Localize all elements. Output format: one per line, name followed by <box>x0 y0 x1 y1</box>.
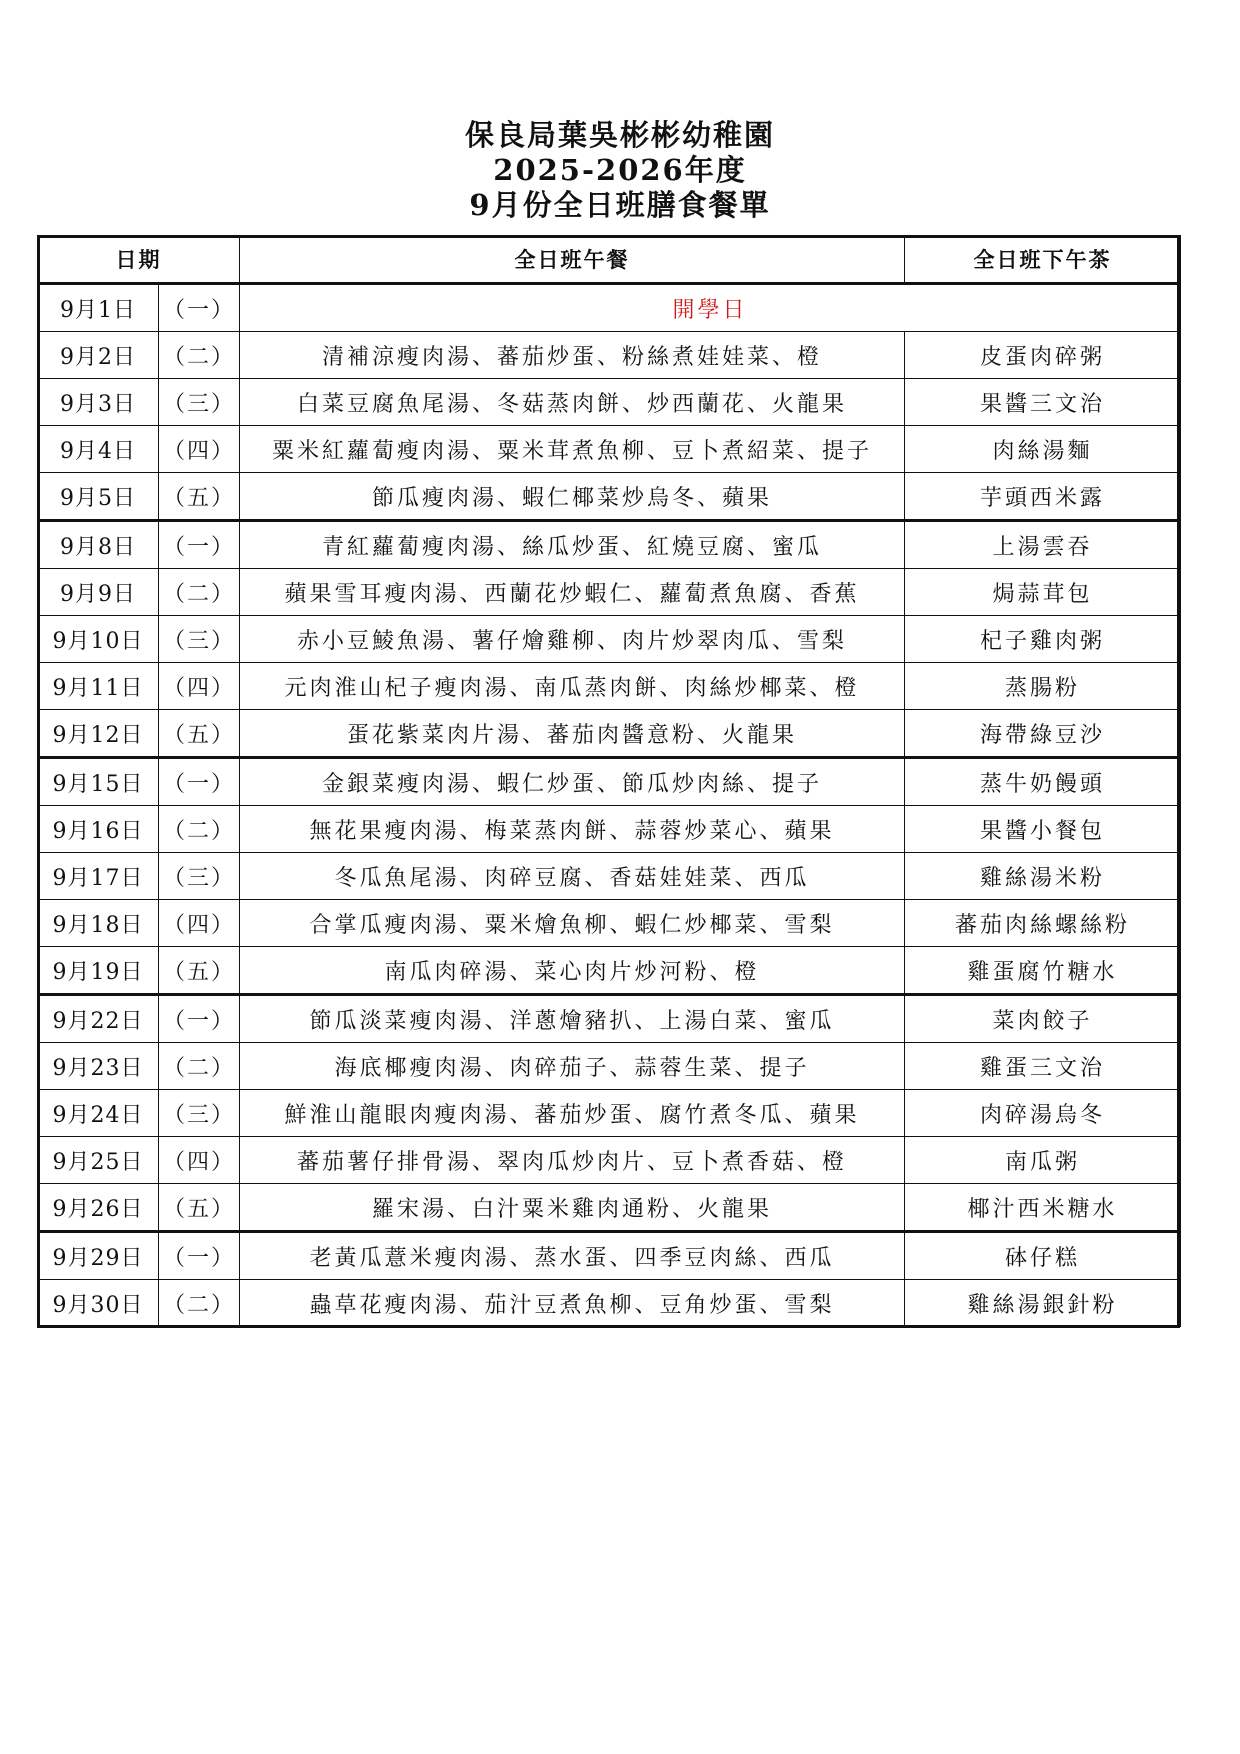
row-lunch: 蘋果雪耳瘦肉湯、西蘭花炒蝦仁、蘿蔔煮魚腐、香蕉 <box>240 569 905 616</box>
row-lunch: 蟲草花瘦肉湯、茄汁豆煮魚柳、豆角炒蛋、雪梨 <box>240 1280 905 1327</box>
row-date: 9月1日 <box>38 284 159 332</box>
header-tea: 全日班下午茶 <box>905 236 1181 284</box>
row-date: 9月22日 <box>38 995 159 1043</box>
row-tea: 雞絲湯米粉 <box>905 853 1181 900</box>
row-lunch: 元肉淮山杞子瘦肉湯、南瓜蒸肉餅、肉絲炒椰菜、橙 <box>240 663 905 710</box>
row-weekday: （三） <box>159 616 240 663</box>
row-date: 9月18日 <box>38 900 159 947</box>
row-tea: 芋頭西米露 <box>905 473 1181 521</box>
row-tea: 海帶綠豆沙 <box>905 710 1181 758</box>
row-tea: 砵仔糕 <box>905 1232 1181 1280</box>
table-header-row <box>38 236 1181 284</box>
table-row <box>38 379 1181 426</box>
row-weekday: （二） <box>159 569 240 616</box>
row-tea: 皮蛋肉碎粥 <box>905 332 1181 379</box>
table-row <box>38 1184 1181 1232</box>
table-row <box>38 947 1181 995</box>
row-tea: 果醬小餐包 <box>905 806 1181 853</box>
row-lunch: 蛋花紫菜肉片湯、蕃茄肉醬意粉、火龍果 <box>240 710 905 758</box>
row-lunch: 赤小豆鯪魚湯、薯仔燴雞柳、肉片炒翠肉瓜、雪梨 <box>240 616 905 663</box>
row-date: 9月11日 <box>38 663 159 710</box>
table-row <box>38 1090 1181 1137</box>
row-tea: 肉絲湯麵 <box>905 426 1181 473</box>
row-date: 9月12日 <box>38 710 159 758</box>
row-date: 9月19日 <box>38 947 159 995</box>
row-weekday: （三） <box>159 853 240 900</box>
table-row <box>38 1043 1181 1090</box>
row-weekday: （五） <box>159 947 240 995</box>
row-lunch: 羅宋湯、白汁粟米雞肉通粉、火龍果 <box>240 1184 905 1232</box>
table-row <box>38 1280 1181 1327</box>
table-body <box>38 284 1181 1327</box>
table-row <box>38 1232 1181 1280</box>
row-date: 9月15日 <box>38 758 159 806</box>
row-weekday: （三） <box>159 1090 240 1137</box>
row-tea: 南瓜粥 <box>905 1137 1181 1184</box>
document-header <box>0 118 1240 223</box>
table-row <box>38 663 1181 710</box>
row-weekday: （一） <box>159 284 240 332</box>
row-tea: 椰汁西米糖水 <box>905 1184 1181 1232</box>
table-row <box>38 616 1181 663</box>
row-lunch: 白菜豆腐魚尾湯、冬菇蒸肉餅、炒西蘭花、火龍果 <box>240 379 905 426</box>
row-date: 9月29日 <box>38 1232 159 1280</box>
row-lunch: 冬瓜魚尾湯、肉碎豆腐、香菇娃娃菜、西瓜 <box>240 853 905 900</box>
row-date: 9月3日 <box>38 379 159 426</box>
row-tea: 果醬三文治 <box>905 379 1181 426</box>
row-tea: 雞蛋腐竹糖水 <box>905 947 1181 995</box>
row-weekday: （五） <box>159 1184 240 1232</box>
row-weekday: （二） <box>159 332 240 379</box>
row-weekday: （四） <box>159 1137 240 1184</box>
row-weekday: （一） <box>159 758 240 806</box>
table-row <box>38 758 1181 806</box>
row-tea: 上湯雲吞 <box>905 521 1181 569</box>
row-date: 9月4日 <box>38 426 159 473</box>
holiday-label: 開學日 <box>240 284 1181 332</box>
row-weekday: （一） <box>159 521 240 569</box>
row-weekday: （二） <box>159 806 240 853</box>
row-lunch: 蕃茄薯仔排骨湯、翠肉瓜炒肉片、豆卜煮香菇、橙 <box>240 1137 905 1184</box>
row-lunch: 粟米紅蘿蔔瘦肉湯、粟米茸煮魚柳、豆卜煮紹菜、提子 <box>240 426 905 473</box>
row-lunch: 節瓜淡菜瘦肉湯、洋蔥燴豬扒、上湯白菜、蜜瓜 <box>240 995 905 1043</box>
row-tea: 蒸腸粉 <box>905 663 1181 710</box>
row-lunch: 老黃瓜薏米瘦肉湯、蒸水蛋、四季豆肉絲、西瓜 <box>240 1232 905 1280</box>
table-row <box>38 473 1181 521</box>
row-date: 9月25日 <box>38 1137 159 1184</box>
header-lunch: 全日班午餐 <box>240 236 905 284</box>
row-tea: 杞子雞肉粥 <box>905 616 1181 663</box>
row-lunch: 海底椰瘦肉湯、肉碎茄子、蒜蓉生菜、提子 <box>240 1043 905 1090</box>
table-row <box>38 806 1181 853</box>
row-date: 9月24日 <box>38 1090 159 1137</box>
row-date: 9月5日 <box>38 473 159 521</box>
table-row <box>38 1137 1181 1184</box>
row-date: 9月26日 <box>38 1184 159 1232</box>
row-lunch: 清補涼瘦肉湯、蕃茄炒蛋、粉絲煮娃娃菜、橙 <box>240 332 905 379</box>
school-year: 2025-2026年度 <box>493 153 747 187</box>
row-weekday: （二） <box>159 1280 240 1327</box>
row-tea: 菜肉餃子 <box>905 995 1181 1043</box>
row-lunch: 金銀菜瘦肉湯、蝦仁炒蛋、節瓜炒肉絲、提子 <box>240 758 905 806</box>
row-weekday: （一） <box>159 1232 240 1280</box>
school-name: 保良局葉吳彬彬幼稚園 <box>464 118 775 152</box>
row-weekday: （五） <box>159 710 240 758</box>
row-lunch: 青紅蘿蔔瘦肉湯、絲瓜炒蛋、紅燒豆腐、蜜瓜 <box>240 521 905 569</box>
row-date: 9月2日 <box>38 332 159 379</box>
row-weekday: （四） <box>159 900 240 947</box>
row-date: 9月8日 <box>38 521 159 569</box>
header-date: 日期 <box>38 236 240 284</box>
row-lunch: 節瓜瘦肉湯、蝦仁椰菜炒烏冬、蘋果 <box>240 473 905 521</box>
row-tea: 雞蛋三文治 <box>905 1043 1181 1090</box>
row-tea: 焗蒜茸包 <box>905 569 1181 616</box>
row-weekday: （一） <box>159 995 240 1043</box>
row-date: 9月17日 <box>38 853 159 900</box>
table-row <box>38 569 1181 616</box>
row-weekday: （三） <box>159 379 240 426</box>
row-lunch: 無花果瘦肉湯、梅菜蒸肉餅、蒜蓉炒菜心、蘋果 <box>240 806 905 853</box>
menu-table <box>37 235 1181 1327</box>
row-date: 9月23日 <box>38 1043 159 1090</box>
row-tea: 肉碎湯烏冬 <box>905 1090 1181 1137</box>
table-row <box>38 995 1181 1043</box>
table-row <box>38 900 1181 947</box>
table-row <box>38 332 1181 379</box>
row-tea: 蒸牛奶饅頭 <box>905 758 1181 806</box>
row-lunch: 南瓜肉碎湯、菜心肉片炒河粉、橙 <box>240 947 905 995</box>
row-date: 9月16日 <box>38 806 159 853</box>
menu-title: 9月份全日班膳食餐單 <box>469 188 771 222</box>
row-weekday: （四） <box>159 663 240 710</box>
row-tea: 雞絲湯銀針粉 <box>905 1280 1181 1327</box>
table-row <box>38 426 1181 473</box>
row-date: 9月30日 <box>38 1280 159 1327</box>
table-row <box>38 521 1181 569</box>
row-date: 9月10日 <box>38 616 159 663</box>
table-row-holiday <box>38 284 1181 332</box>
row-lunch: 鮮淮山龍眼肉瘦肉湯、蕃茄炒蛋、腐竹煮冬瓜、蘋果 <box>240 1090 905 1137</box>
row-tea: 蕃茄肉絲螺絲粉 <box>905 900 1181 947</box>
table-row <box>38 853 1181 900</box>
row-weekday: （五） <box>159 473 240 521</box>
row-lunch: 合掌瓜瘦肉湯、粟米燴魚柳、蝦仁炒椰菜、雪梨 <box>240 900 905 947</box>
row-date: 9月9日 <box>38 569 159 616</box>
table-row <box>38 710 1181 758</box>
row-weekday: （二） <box>159 1043 240 1090</box>
row-weekday: （四） <box>159 426 240 473</box>
